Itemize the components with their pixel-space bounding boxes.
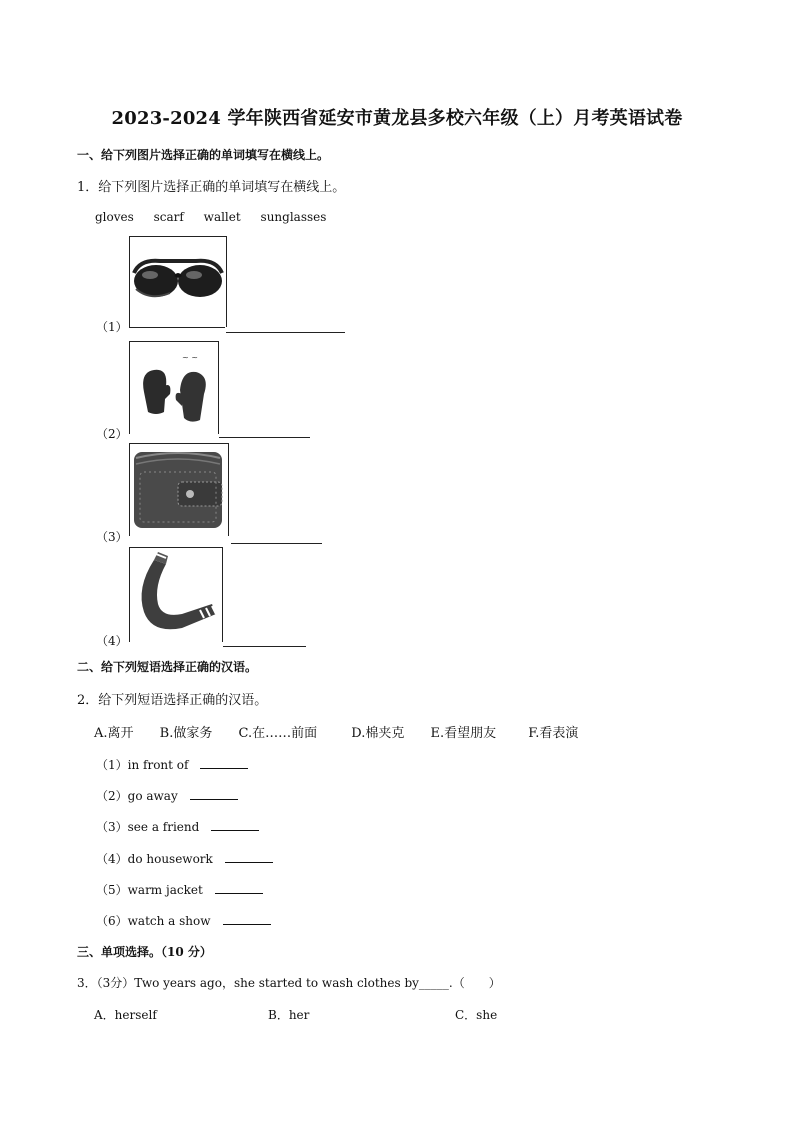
answer-blank[interactable]: [190, 799, 238, 800]
word-bank: [95, 210, 342, 224]
sunglasses-icon: [130, 237, 226, 327]
answer-blank[interactable]: [200, 768, 248, 769]
picture-frame-2: [129, 341, 219, 434]
phrase-label: （3）: [96, 820, 128, 834]
wallet-icon: [130, 444, 228, 536]
svg-text:~ ~: ~ ~: [182, 353, 198, 362]
answer-blank-3[interactable]: [231, 543, 322, 544]
option-c: C.在……前面: [238, 726, 318, 741]
option-f: F.看表演: [528, 726, 579, 741]
phrase-label: （2）: [96, 789, 128, 803]
word-scarf: scarf: [153, 210, 184, 224]
phrase-text: in front of: [127, 758, 189, 772]
answer-blank[interactable]: [215, 893, 263, 894]
scarf-icon: [130, 548, 222, 642]
option-d: D.棉夹克: [351, 726, 405, 741]
answer-blank-2[interactable]: [219, 437, 310, 438]
phrase-label: （5）: [96, 883, 128, 897]
question-1: 1．给下列图片选择正确的单词填写在横线上。: [77, 180, 346, 195]
phrase-item-2: [96, 787, 238, 804]
phrase-item-3: [96, 818, 259, 835]
option-b: B.做家务: [159, 726, 213, 741]
answer-blank[interactable]: [211, 830, 259, 831]
item-label-4: （4）: [96, 634, 128, 648]
item-label-1: （1）: [96, 320, 128, 334]
picture-frame-1: [129, 236, 227, 327]
section-1-heading: 一、给下列图片选择正确的单词填写在横线上。: [77, 148, 330, 162]
phrase-text: do housework: [127, 852, 213, 866]
answer-blank[interactable]: [223, 924, 271, 925]
item-label-2: （2）: [96, 427, 128, 441]
phrase-item-4: [96, 850, 273, 867]
question-2: 2．给下列短语选择正确的汉语。: [77, 693, 268, 708]
gloves-icon: [130, 342, 218, 434]
question-3: 3．（3分）Two years ago，she started to wash clothes by_____.（ ）: [77, 976, 501, 990]
option-a: A.离开: [94, 726, 134, 741]
word-sunglasses: sunglasses: [260, 210, 327, 224]
answer-blank-1[interactable]: [226, 332, 345, 333]
phrase-label: （1）: [96, 758, 128, 772]
phrase-text: go away: [127, 789, 178, 803]
page-title: 2023-2024 学年陕西省延安市黄龙县多校六年级（上）月考英语试卷: [111, 108, 683, 129]
phrase-label: （6）: [96, 914, 128, 928]
choice-b[interactable]: B．her: [268, 1008, 310, 1022]
phrase-text: see a friend: [127, 820, 200, 834]
picture-frame-4: [129, 547, 223, 642]
word-wallet: wallet: [203, 210, 241, 224]
picture-frame-3: [129, 443, 229, 536]
item-label-3: （3）: [96, 530, 128, 544]
phrase-text: watch a show: [127, 914, 211, 928]
choice-c[interactable]: C．she: [455, 1008, 498, 1022]
answer-blank-4[interactable]: [223, 646, 306, 647]
word-gloves: gloves: [95, 210, 134, 224]
phrase-item-6: [96, 912, 271, 929]
section-2-heading: 二、给下列短语选择正确的汉语。: [77, 660, 258, 674]
phrase-label: （4）: [96, 852, 128, 866]
phrase-item-1: [96, 756, 248, 773]
option-e: E.看望朋友: [430, 726, 497, 741]
answer-blank[interactable]: [225, 862, 273, 863]
choice-a[interactable]: A．herself: [94, 1008, 157, 1022]
option-list: [94, 722, 600, 741]
phrase-item-5: [96, 881, 263, 898]
section-3-heading: 三、单项选择。（10 分）: [77, 945, 212, 959]
picture-baseline-1: [129, 327, 225, 328]
phrase-text: warm jacket: [127, 883, 203, 897]
